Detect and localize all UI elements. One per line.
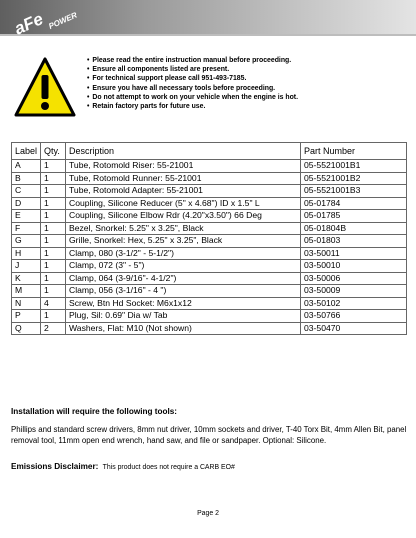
qty-cell: 1 (41, 310, 66, 323)
safety-notes-list (87, 56, 407, 111)
part-number-cell: 05-01784 (301, 197, 407, 210)
label-cell: K (12, 272, 41, 285)
table-row (12, 160, 407, 173)
safety-note: • Do not attempt to work on your vehicle when the engine is hot. (87, 93, 407, 102)
qty-cell: 2 (41, 322, 66, 335)
description-cell: Washers, Flat: M10 (Not shown) (66, 322, 301, 335)
table-row (12, 210, 407, 223)
part-number-cell: 03-50011 (301, 247, 407, 260)
table-row (12, 260, 407, 273)
description-cell: Coupling, Silicone Reducer (5" x 4.68") ID x 1.5" L (66, 197, 301, 210)
qty-cell: 1 (41, 260, 66, 273)
label-cell: Q (12, 322, 41, 335)
svg-text:aFe: aFe (11, 9, 46, 39)
description-cell: Clamp, 056 (3-1/16" - 4 ") (66, 285, 301, 298)
table-row (12, 172, 407, 185)
label-cell: A (12, 160, 41, 173)
page-number: Page 2 (197, 510, 219, 517)
label-cell: N (12, 297, 41, 310)
description-cell: Clamp, 080 (3-1/2" - 5-1/2") (66, 247, 301, 260)
part-number-cell: 05-01804B (301, 222, 407, 235)
table-row (12, 222, 407, 235)
qty-cell: 1 (41, 222, 66, 235)
label-column-header: Label (12, 143, 41, 160)
label-cell: P (12, 310, 41, 323)
table-row (12, 247, 407, 260)
label-cell: D (12, 197, 41, 210)
qty-cell: 1 (41, 172, 66, 185)
emissions-label: Emissions Disclaimer: (11, 462, 99, 471)
qty-cell: 4 (41, 297, 66, 310)
label-cell: E (12, 210, 41, 223)
description-cell: Grille, Snorkel: Hex, 5.25" x 3.25", Black (66, 235, 301, 248)
label-cell: M (12, 285, 41, 298)
installation-heading: Installation will require the following tools: (11, 407, 178, 416)
safety-note: • Retain factory parts for future use. (87, 102, 407, 111)
installation-tools-text: Phillips and standard screw drivers, 8mm nut driver, 10mm sockets and driver, T-40 Torx Bit, 4mm Allen Bit, panel removal tool, 11mm open end wrench, hand saw, and file or sandpaper. Optional: Silicone. (11, 425, 407, 445)
safety-note: • Ensure all components listed are present. (87, 65, 407, 74)
table-row (12, 272, 407, 285)
qty-cell: 1 (41, 210, 66, 223)
part-number-cell: 03-50102 (301, 297, 407, 310)
description-cell: Screw, Btn Hd Socket: M6x1x12 (66, 297, 301, 310)
afe-power-logo (6, 0, 86, 42)
description-column-header: Description (66, 143, 301, 160)
part-number-cell: 03-50006 (301, 272, 407, 285)
description-cell: Clamp, 064 (3-9/16"- 4-1/2") (66, 272, 301, 285)
svg-text:POWER: POWER (47, 10, 79, 31)
part-number-cell: 05-5521001B2 (301, 172, 407, 185)
table-row (12, 310, 407, 323)
part-number-cell: 03-50010 (301, 260, 407, 273)
qty-cell: 1 (41, 247, 66, 260)
label-cell: F (12, 222, 41, 235)
description-cell: Bezel, Snorkel: 5.25" x 3.25", Black (66, 222, 301, 235)
part-number-cell: 05-01803 (301, 235, 407, 248)
qty-cell: 1 (41, 272, 66, 285)
emissions-text: This product does not require a CARB EO# (102, 464, 235, 471)
table-row (12, 235, 407, 248)
part-number-cell: 05-5521001B3 (301, 185, 407, 198)
qty-cell: 1 (41, 235, 66, 248)
qty-cell: 1 (41, 197, 66, 210)
table-row (12, 197, 407, 210)
table-row (12, 297, 407, 310)
header-banner (0, 0, 416, 42)
qty-column-header: Qty. (41, 143, 66, 160)
parts-table (11, 142, 407, 335)
description-cell: Coupling, Silicone Elbow Rdr (4.20"x3.50") 66 Deg (66, 210, 301, 223)
label-cell: B (12, 172, 41, 185)
table-header-row (12, 143, 407, 160)
part-number-cell: 03-50766 (301, 310, 407, 323)
part-number-cell: 05-5521001B1 (301, 160, 407, 173)
part-number-column-header: Part Number (301, 143, 407, 160)
qty-cell: 1 (41, 285, 66, 298)
description-cell: Plug, Sil: 0.69" Dia w/ Tab (66, 310, 301, 323)
part-number-cell: 03-50470 (301, 322, 407, 335)
description-cell: Clamp, 072 (3" - 5") (66, 260, 301, 273)
table-row (12, 285, 407, 298)
safety-note: • Please read the entire instruction manual before proceeding. (87, 56, 407, 65)
description-cell: Tube, Rotomold Runner: 55-21001 (66, 172, 301, 185)
safety-note: • For technical support please call 951-493-7185. (87, 74, 407, 83)
safety-note: • Ensure you have all necessary tools before proceeding. (87, 84, 407, 93)
qty-cell: 1 (41, 185, 66, 198)
label-cell: C (12, 185, 41, 198)
label-cell: H (12, 247, 41, 260)
label-cell: G (12, 235, 41, 248)
qty-cell: 1 (41, 160, 66, 173)
part-number-cell: 03-50009 (301, 285, 407, 298)
description-cell: Tube, Rotomold Adapter: 55-21001 (66, 185, 301, 198)
table-row (12, 185, 407, 198)
parts-table-body (12, 160, 407, 335)
part-number-cell: 05-01785 (301, 210, 407, 223)
description-cell: Tube, Rotomold Riser: 55-21001 (66, 160, 301, 173)
label-cell: J (12, 260, 41, 273)
warning-triangle-icon (12, 55, 78, 121)
table-row (12, 322, 407, 335)
emissions-disclaimer (11, 462, 235, 471)
